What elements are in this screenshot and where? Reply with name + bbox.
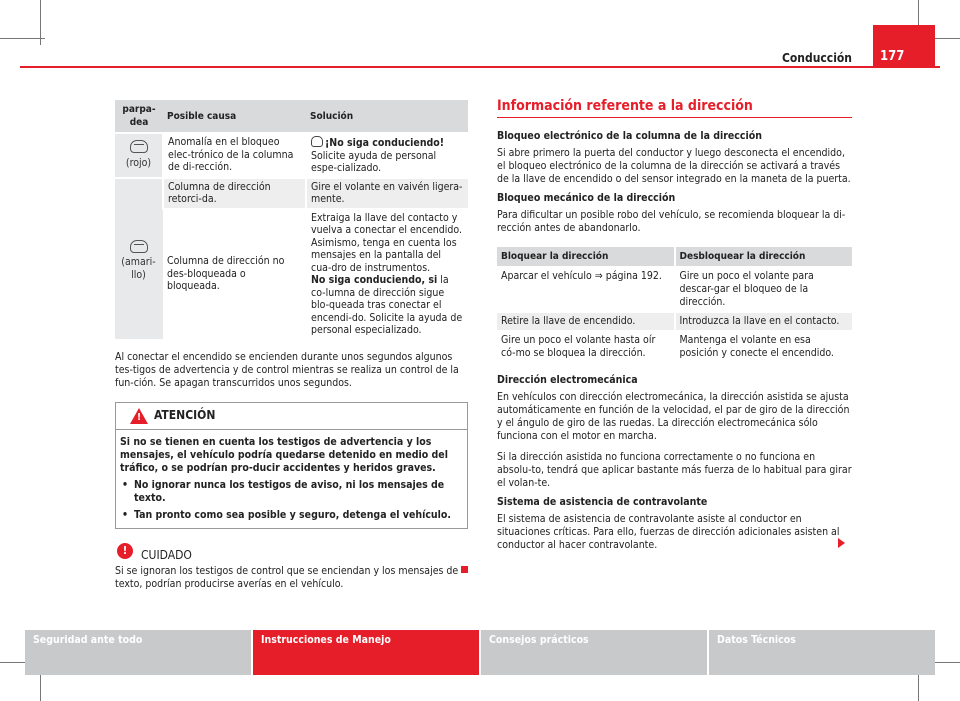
paragraph: En vehículos con dirección electromecánica, la dirección asistida se ajusta automáticamente en función de la velocidad, el par de giro de la dirección y el ángulo de giro de las ruedas. La dirección electromecánica sólo funciona con el motor en marcha. bbox=[497, 391, 850, 442]
table-cell: Mantenga el volante en esa posición y conecte el encendido. bbox=[675, 331, 853, 362]
table-header-solution: Solución bbox=[306, 100, 468, 133]
paragraph: Si la dirección asistida no funciona correctamente o no funciona en absolu-to, tendrá que aplicar bastante más fuerza de lo habitual para girar el volan-te. bbox=[497, 451, 852, 489]
warning-header bbox=[116, 403, 467, 430]
footer-nav bbox=[25, 630, 935, 675]
left-column bbox=[115, 100, 468, 591]
table-cell: Gire un poco el volante para descar-gar el bloqueo de la dirección. bbox=[675, 267, 853, 312]
footer-tab-operating[interactable]: Instrucciones de Manejo bbox=[253, 630, 481, 675]
page-number: 177 bbox=[873, 25, 935, 67]
solution-cell: Gire el volante en vaivén ligera-mente. bbox=[306, 178, 468, 209]
table-row bbox=[497, 331, 852, 362]
right-column bbox=[497, 100, 852, 552]
subheading: Bloqueo electrónico de la columna de la dirección bbox=[497, 130, 762, 142]
table-header-cause: Posible causa bbox=[163, 100, 306, 133]
end-of-section-mark bbox=[461, 566, 468, 573]
paragraph: Para dificultar un posible robo del vehículo, se recomienda bloquear la di-rección antes de abandonarlo. bbox=[497, 209, 846, 234]
section-title: Información referente a la dirección bbox=[497, 100, 852, 118]
caution-text: Si se ignoran los testigos de control que se enciendan y los mensajes de texto, podrían producirse averías en el vehículo. bbox=[115, 564, 459, 590]
list-item: • Tan pronto como sea posible y seguro, detenga el vehículo. bbox=[120, 509, 463, 522]
table-cell: Retire la llave de encendido. bbox=[497, 312, 675, 331]
solution-emphasis: No siga conduciendo, si bbox=[311, 274, 438, 286]
caution-title: CUIDADO bbox=[141, 547, 192, 562]
subheading: Bloqueo mecánico de la dirección bbox=[497, 192, 676, 204]
table-row bbox=[115, 178, 468, 209]
subheading: Sistema de asistencia de contravolante bbox=[497, 496, 708, 508]
lamp-cell-red bbox=[115, 133, 163, 178]
warning-text: Si no se tienen en cuenta los testigos de advertencia y los mensajes, el vehículo podría quedarse detenido en medio del tráfico, o se podrían pro-ducir accidentes y heridos graves. bbox=[120, 435, 448, 474]
table-cell: Introduzca la llave en el contacto. bbox=[675, 312, 853, 331]
warning-list bbox=[120, 479, 463, 522]
solution-cell bbox=[306, 133, 468, 178]
solution-emphasis: ¡No siga conduciendo! bbox=[325, 137, 445, 149]
table-cell: Gire un poco el volante hasta oír có-mo se bloquea la dirección. bbox=[497, 331, 675, 362]
solution-text: Solicite ayuda de personal espe-cializado. bbox=[311, 149, 437, 174]
footer-tab-safety[interactable]: Seguridad ante todo bbox=[25, 630, 253, 675]
table-cell: Aparcar el vehículo ⇒ página 192. bbox=[497, 267, 675, 312]
intro-paragraph: Al conectar el encendido se encienden durante unos segundos algunos tes-tigos de advertencia y de control mientras se realiza un control de la fun-ción. Se apagan transcurridos unos segundos. bbox=[115, 350, 459, 389]
table-row bbox=[497, 267, 852, 312]
solution-text: Extraiga la llave del contacto y vuelva a conectar el encendido. Asimismo, tenga en cuenta los mensajes en la pantalla del cua-dro de instrumentos. bbox=[311, 211, 462, 274]
cause-cell: Columna de dirección retorci-da. bbox=[163, 178, 306, 209]
lamp-cell-amber bbox=[115, 178, 163, 339]
cause-cell: Anomalía en el bloqueo elec-trónico de la columna de di-rección. bbox=[163, 133, 306, 178]
lamp-color-label: (amari-llo) bbox=[121, 256, 156, 281]
warning-lamp-table bbox=[115, 100, 468, 339]
footer-tab-technical[interactable]: Datos Técnicos bbox=[709, 630, 935, 675]
lamp-color-label: (rojo) bbox=[125, 156, 152, 169]
header-rule bbox=[20, 66, 940, 68]
paragraph: El sistema de asistencia de contravolante asiste al conductor en situaciones críticas. Para ello, fuerzas de dirección adicionales asisten al conductor al hacer contravolante. bbox=[497, 513, 840, 551]
warning-title: ATENCIÓN bbox=[154, 407, 216, 422]
steering-lock-amber-icon bbox=[130, 240, 148, 253]
warning-box bbox=[115, 402, 468, 529]
table-row bbox=[115, 209, 468, 339]
cause-cell: Columna de dirección no des-bloqueada o bloqueada. bbox=[163, 209, 306, 339]
continue-arrow-icon bbox=[838, 538, 845, 548]
solution-cell bbox=[306, 209, 468, 339]
paragraph: Si abre primero la puerta del conductor y luego desconecta el encendido, el bloqueo electrónico de la columna de la dirección se activará a través de la llave de encendido o del sensor integrado en la maneta de la puerta. bbox=[497, 147, 851, 185]
caution-header bbox=[115, 543, 468, 565]
table-row bbox=[115, 133, 468, 178]
table-header-unlock: Desbloquear la dirección bbox=[675, 247, 853, 267]
crop-mark bbox=[0, 38, 45, 39]
table-row bbox=[497, 312, 852, 331]
running-header: Conducción bbox=[781, 51, 852, 65]
list-item: • No ignorar nunca los testigos de aviso, ni los mensajes de texto. bbox=[120, 479, 463, 505]
warning-triangle-icon: ! bbox=[130, 408, 148, 424]
caution-icon: ! bbox=[117, 543, 133, 559]
solution-text: la co-lumna de dirección sigue blo-queada tras conectar el encendi-do. Solicite la ayuda de personal especializado. bbox=[311, 274, 463, 336]
steering-lock-red-icon bbox=[130, 140, 148, 153]
steering-lock-icon bbox=[311, 136, 323, 147]
subheading: Dirección electromecánica bbox=[497, 374, 638, 386]
warning-body bbox=[116, 430, 467, 528]
steering-lock-table bbox=[497, 247, 852, 362]
table-header-lamp: parpa-dea bbox=[115, 100, 163, 133]
footer-tab-tips[interactable]: Consejos prácticos bbox=[481, 630, 709, 675]
table-header-lock: Bloquear la dirección bbox=[497, 247, 675, 267]
